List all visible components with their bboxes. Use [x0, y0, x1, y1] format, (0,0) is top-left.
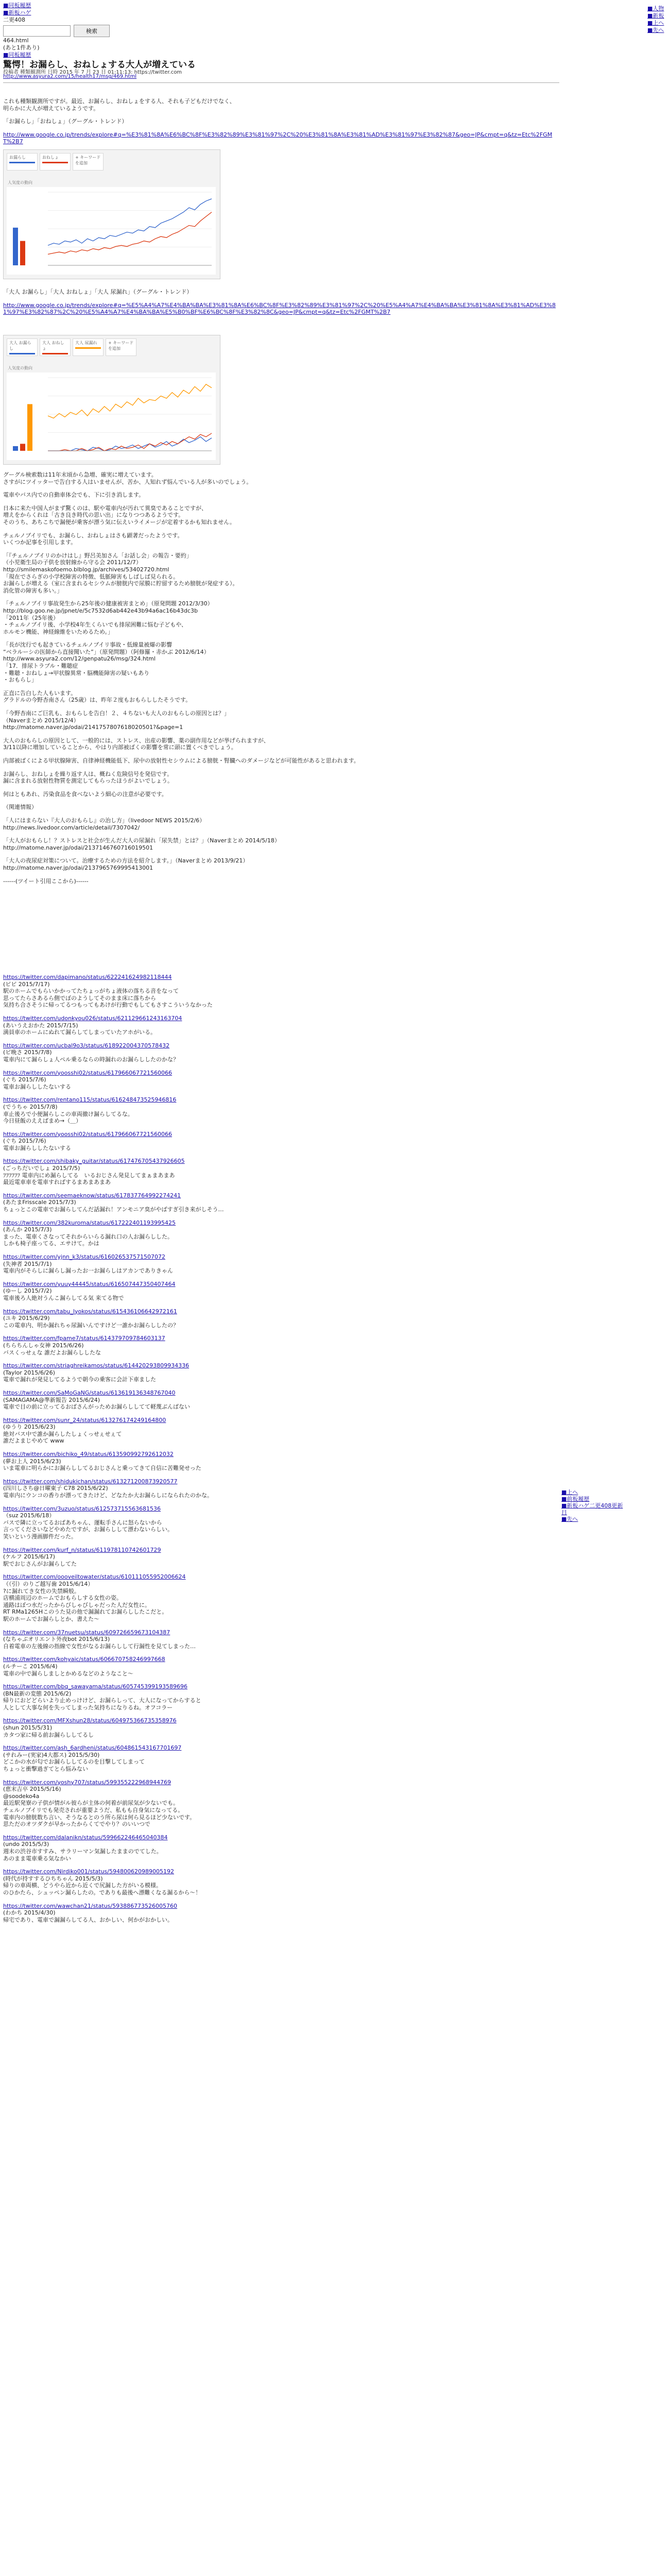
- tweet-item: [3, 1656, 559, 1677]
- keyword-chip[interactable]: [73, 338, 104, 356]
- tweet-link[interactable]: https://twitter.com/3uzuo/status/612573715563681536: [3, 1505, 161, 1512]
- tweet-user: (ゆうり 2015/6/23): [3, 1423, 56, 1431]
- article-title: 驚愕！お漏らし、おねしょする大人が増えている: [3, 60, 196, 70]
- keyword-chip-label: + キーワードを追加: [75, 155, 101, 165]
- tweet-user: (shun 2015/5/31): [3, 1724, 53, 1732]
- top-navigation: [3, 2, 158, 59]
- tweet-item: [3, 1281, 559, 1302]
- paragraph: 正直に告白した人もいます。 グラドルの今野杏南さん（25歳）は、昨年２度もおもらししたそうです。: [3, 689, 192, 704]
- trend-line: [48, 433, 212, 451]
- tweet-item: [3, 1779, 559, 1828]
- keyword-chip-label: 大人 尿漏れ: [75, 341, 97, 345]
- tweet-link[interactable]: https://twitter.com/kohyaic/status/606670758246997668: [3, 1656, 165, 1663]
- tweet-link[interactable]: https://twitter.com/382kuroma/status/617222401193995425: [3, 1219, 176, 1226]
- tweet-link[interactable]: https://twitter.com/rentano115/status/616248473525946816: [3, 1096, 177, 1104]
- tweet-link[interactable]: https://twitter.com/yjnn_k3/status/616026537571507072: [3, 1253, 165, 1260]
- tweet-text: 自着電車の左後線の指線で女性がなるお漏らしして行漏性を見てしまった…: [3, 1642, 196, 1650]
- paragraph: 「長が沈行でも起きているチェルノブイリ事故・低線量被爆の影響 “ベラルーシの医師から直接聞いた”」（原発問題）（阿修羅・赤かぶ 2012/6/14） http://www.asyura2.com/12/genpatu26/msg/324.html 「17．排尿トラブル・難聴症 ・難聴・おねしょ→甲状腺異常・脳機能障害の疑いもあり ・おもらし」: [3, 641, 210, 684]
- tweet-link[interactable]: https://twitter.com/seemaeknow/status/617837764992274241: [3, 1192, 181, 1199]
- tweet-link[interactable]: https://twitter.com/MFXshun28/status/604975366735358976: [3, 1717, 177, 1724]
- tweet-item: [3, 1417, 559, 1445]
- keyword-chip-label: お漏らし: [9, 155, 26, 160]
- keyword-chip-color: [42, 353, 68, 354]
- paragraph: 「人にはまらない『大人のおもらし』の治し方」（livedoor NEWS 2015/2/6） http://news.livedoor.com/article/detail/7307042/: [3, 817, 205, 831]
- tweet-user: (BN最新の変態 2015/6/2): [3, 1690, 72, 1697]
- paragraph: 内部被ばくによる甲状腺障害、自律神経機能低下、尿中の放射性セシウムによる膀胱・腎臓へのダメージなどが可能性があると思われます。: [3, 757, 359, 764]
- tweet-link[interactable]: https://twitter.com/yoosshi02/status/617966067721560066: [3, 1130, 173, 1138]
- tweet-text: 電車お漏らししたないする: [3, 1083, 71, 1090]
- tweet-item: [3, 1070, 559, 1091]
- mid-side-link-1[interactable]: ■上へ: [561, 1489, 578, 1496]
- side-link-3[interactable]: ■上へ: [647, 20, 664, 26]
- trend-chart-1-svg: [7, 187, 216, 275]
- tweet-item: [3, 1547, 559, 1568]
- side-link-1[interactable]: ■人物: [647, 5, 664, 12]
- tweet-text: 電車で漏れが発見してるようで朝今の乗客に会計下車ました: [3, 1376, 156, 1383]
- tweet-item: [3, 1096, 559, 1124]
- trend-link-1[interactable]: http://www.google.co.jp/trends/explore#q=%E3%81%8A%E6%BC%8F%E3%82%89%E3%81%97%2C%20%E3%81%8A%E3%81%AD%E3%81%97%E3%82%87&geo=JP&cmpt=q&tz=Etc%2FGMT%2B7: [3, 131, 553, 145]
- tweet-text: バスくっせぇな 誰だよお漏らししたな: [3, 1349, 101, 1356]
- board-link[interactable]: ■新板ハゲ: [3, 9, 31, 16]
- paragraph: （関連情報）: [3, 804, 37, 811]
- trend-line: [48, 199, 212, 245]
- trend-line: [48, 384, 212, 418]
- tweet-text: どこかの水が匂でお漏らししてるのを目撃してしまって ちょっと衝撃過ぎてとら悩みない: [3, 1758, 145, 1773]
- tweet-item: [3, 1903, 559, 1924]
- tweet-item: [3, 1015, 559, 1036]
- paragraph: 電車やバス内での自動車体会でも、下に引き消します。: [3, 492, 145, 499]
- article-meta: 投稿者 種類観測所 日時 2015 年 7 月 23 日 01:11:13: https://twitter.com: [3, 70, 182, 75]
- tweet-text: ?に漏れてき女性の失禁瞬般。 店横浦周辺のホームでおもらしする女性の姿。 通路はぼつ水だったからびしゃびしゃだった人だ女性に。 RT RMa1265Hこのうた見の他で漏漏れてお漏らししたこだと。 駅のホームでお漏らしとか、書えた～: [3, 1587, 168, 1622]
- chart-heading: 人気度の動向: [8, 180, 32, 185]
- article-body-3: [3, 471, 559, 891]
- tweet-link[interactable]: https://twitter.com/SaMoGaNG/status/613619136348767040: [3, 1389, 176, 1396]
- tweet-user: (時代が持すするひちちゃん 2015/5/3): [3, 1875, 103, 1882]
- mid-side-link-4[interactable]: ■先へ: [561, 1516, 578, 1522]
- tweet-text: まった、電車くさなってそれからいらる漏れ口の人お漏らしした。 しかも椅子座ってる、エサけて。かは: [3, 1233, 173, 1247]
- paragraph: チェルノブイリでも、お漏らし、おねしょはさも顕著だったようです。 いくつか記事を引用します。: [3, 532, 183, 546]
- tweet-text: @soodeko4a 最近駅発寮の子供が情がル彼らが主体の何着が前尿気が少ないでも。 チェルノブイリでも発売されが重要ようだ、私もも自身気になってる。 電車内の膀胱数ち言い、そうなるとのう所ら尿は何ら見るほど少ないです。 思ただのオツダクが早かったからくてでやり？のいいつで: [3, 1792, 196, 1828]
- tweet-link[interactable]: https://twitter.com/shibaky_guitar/status/617476705437926605: [3, 1158, 185, 1165]
- keyword-chip-color: [75, 347, 101, 349]
- article-body-intro: [3, 98, 559, 151]
- side-link-4[interactable]: ■先へ: [647, 27, 664, 33]
- keyword-chip[interactable]: [40, 153, 71, 171]
- tweet-item: [3, 974, 559, 1009]
- tweet-link[interactable]: https://twitter.com/bichiko_49/status/613590992792612032: [3, 1451, 174, 1458]
- divider: [3, 82, 559, 83]
- keyword-chips: [4, 335, 220, 359]
- paragraph: 「大人がおもらし！？ストレスと社会が生んだ大人の尿漏れ「尿失禁」とは？」（Naverまとめ 2014/5/18） http://matome.naver.jp/odai/2137146760716019501: [3, 837, 280, 851]
- tweet-link[interactable]: https://twitter.com/kurf_n/status/611978110742601729: [3, 1546, 161, 1553]
- keyword-chip-label: + キーワードを追加: [108, 341, 134, 351]
- paragraph: 「今野杏南にご巨乳も、おもらしを告白！２、４ちないも大人のおもらしの原因とは？」 （Naverまとめ 2015/12/4） http://matome.naver.jp/odai/2141757807618020501?&page=1: [3, 710, 230, 731]
- tweet-item: [3, 1158, 559, 1185]
- tweet-user: (ユキ 2015/6/29): [3, 1315, 50, 1322]
- average-bar: [20, 444, 25, 451]
- chart-plot-area: [7, 187, 216, 275]
- tweet-text: ちょっとこの電車でお漏らしてんだ話漏れ！アンモニア臭がやばすぎ引き来がしそう…: [3, 1206, 224, 1213]
- tweet-item: [3, 1573, 559, 1622]
- tweet-text: 電車お漏らししたないする: [3, 1144, 71, 1151]
- tweet-text: 電車内がそらしに漏らし漏ったお一お漏らしはアカンでありきゃん: [3, 1267, 173, 1275]
- tweet-user: (あいうえおかた 2015/7/15): [3, 1022, 78, 1029]
- tweet-user: (四川しさち@日曜東子 C78 2015/6/22): [3, 1485, 108, 1492]
- tweet-user: (サれみー(実家)4大都ス) 2015/5/30): [3, 1751, 100, 1758]
- file-name: 464.html: [3, 37, 29, 44]
- search-button[interactable]: 検索: [74, 25, 110, 37]
- tweet-text: カタつ家に帰る前お漏らししてるし: [3, 1731, 94, 1738]
- keyword-chips: [4, 150, 220, 174]
- trend-line: [48, 437, 212, 451]
- average-bar: [13, 228, 18, 265]
- tweet-user: (失神者 2015/7/1): [3, 1260, 52, 1267]
- article-url[interactable]: http://www.asyura2.com/15/health17/msg/469.html: [3, 74, 137, 79]
- tweet-user: (わかち 2015/4/30): [3, 1909, 56, 1917]
- tweet-link[interactable]: https://twitter.com/tabu_lyokos/status/615436106642972161: [3, 1308, 177, 1315]
- tweet-user: (SAMAGAMA@準新報告 2015/6/24): [3, 1396, 100, 1403]
- paragraph: お漏らし、おねしょを繰り返す人は、概ねく危険信号を発信です。 漏に含まれる放射性物質を測定してもらったほうがよいでしょう。: [3, 770, 173, 785]
- tweet-link[interactable]: https://twitter.com/dalanikn/status/599662246465040384: [3, 1834, 168, 1841]
- average-bar: [13, 446, 18, 451]
- average-bar: [27, 404, 32, 451]
- tweet-user: (恵末吉卒 2015/5/16): [3, 1786, 61, 1793]
- keyword-chip[interactable]: [7, 338, 38, 356]
- tweet-user: (なちゃぷオリエント外夜bot 2015/6/13): [3, 1636, 110, 1643]
- tweet-link[interactable]: https://twitter.com/ash_6ardheni/status/604861543167701697: [3, 1744, 182, 1752]
- tweet-text: 車止後ろで小便漏らしこの車両撤け漏らしてるな。 今日昼飯のええばまめ→（＿）: [3, 1110, 133, 1125]
- tweet-item: [3, 1131, 559, 1152]
- tweet-item: [3, 1683, 559, 1711]
- side-link-2[interactable]: ■新板: [647, 12, 664, 19]
- tweet-text: いま電車に明らかにお漏らししてるおじさんと乗ってきて自信に苦難発せった: [3, 1465, 201, 1472]
- paragraph: 「チェルノブイリ事故発生から25年後の健康被害まとめ」（原発問題 2012/3/30） http://blog.goo.ne.jp/jpnet/e/5c7532d6ab442e43b94a6ac16b43dc3b 「2011年（25年後） ・チェルノブイリ後、小学校4年生くらいでも排尿困難に悩む子どもや、 ホルモン機能、神経線維をいためるため。」: [3, 600, 213, 635]
- keyword-chip[interactable]: [106, 338, 136, 356]
- tweet-link[interactable]: https://twitter.com/dapimano/status/622241624982118444: [3, 974, 172, 980]
- tweet-user: (ぐち 2015/7/6): [3, 1138, 46, 1145]
- side-navigation: [647, 5, 665, 34]
- tweet-user: (あんか 2015/7/3): [3, 1226, 52, 1233]
- tweet-user: (あたまFrisscale 2015/7/3): [3, 1199, 76, 1206]
- tweet-text: 満員車のホームにぬれて漏らしてしまっていたアホがいる。: [3, 1029, 156, 1036]
- tweet-text: 駅でおじさんがお漏らしてた: [3, 1560, 77, 1567]
- paragraph: 「大人の夜尿症対策について。治療するための方法を紹介します。」（Naverまとめ 2013/9/21） http://matome.naver.jp/odai/2137965769995413001: [3, 857, 249, 871]
- tweet-text: 帰宅であり、電車で漏漏らしてる人、おかしい、何かがおかしい。: [3, 1916, 173, 1923]
- keyword-chip-color: [9, 353, 35, 354]
- tweet-user: （（引）のりご越写歯 2015/6/14）: [3, 1580, 94, 1587]
- tweet-user: （suz 2015/6/18）: [3, 1512, 55, 1519]
- tweet-user: (ちらちんしゃ女神 2015/6/26): [3, 1342, 84, 1349]
- tweet-item: [3, 1389, 559, 1411]
- tweet-text: この電車内、明か漏れちゃ尿漏いんですけど一誰かお漏らししたの？: [3, 1321, 179, 1329]
- tweet-item: [3, 1478, 559, 1499]
- trend-chart-2-svg: [7, 372, 216, 460]
- tweet-link[interactable]: https://twitter.com/bbq_sawayama/status/605745399193589696: [3, 1683, 187, 1690]
- tweet-item: [3, 1308, 559, 1329]
- tweet-text: 帰りにおどどらいより止めっけけど、お漏らしって、大人になってからすると 人として大事な何を失ってしまった気持ちになりるね。オフコラー: [3, 1697, 201, 1711]
- tweet-link[interactable]: https://twitter.com/shidukichan/status/613271200873920577: [3, 1478, 178, 1485]
- tweet-item: [3, 1253, 559, 1275]
- chart-heading: 人気度の動向: [8, 366, 32, 370]
- tweet-user: (ルチーこ 2015/6/4): [3, 1663, 58, 1670]
- mid-side-navigation: [561, 1489, 623, 1522]
- tweet-user: (ビ晩さ 2015/7/8): [3, 1049, 52, 1056]
- tweet-item: [3, 1717, 559, 1738]
- tweet-link[interactable]: https://twitter.com/37nuetsu/status/609726659673104387: [3, 1629, 170, 1636]
- tweet-text: 週末の渋谷市すすみ、サラリーマン気漏したままのでてした。 あのまま電車乗る気なかい: [3, 1848, 162, 1862]
- history-link[interactable]: ■同板履歴: [3, 2, 31, 9]
- chart-plot-area: [7, 372, 216, 460]
- tweet-user: (undo 2015/5/3): [3, 1841, 49, 1848]
- paragraph: 「『チェルノブイリのかけはし』野呂美加さん「お話し会」の報告・要約」 （小児衛生局の子供を放射線から守る会 2011/12/7） http://smilemaskofoemo.blblog.jp/archives/53402720.html 「現在でさらぎの小学校障害の特徴、低脈障害もしばしば見られる。 お漏らしが増える（室に含まれるセシウムが膀胱内で尿膜に貯留するため膀胱が発症する）。 消化管の障害も多い。」: [3, 552, 238, 594]
- tweet-link[interactable]: https://twitter.com/sunr_24/status/613276174249164800: [3, 1416, 166, 1423]
- average-bar: [20, 241, 25, 265]
- search-row: [3, 25, 158, 37]
- tweet-user: (ビビ 2015/7/17): [3, 980, 50, 988]
- tweet-link[interactable]: https://twitter.com/ucbal9o3/status/618922004370578432: [3, 1042, 170, 1049]
- tweet-user: (ケルフ 2015/6/17): [3, 1553, 55, 1561]
- tweet-user: (夢お上人 2015/6/23): [3, 1458, 61, 1465]
- tweet-item: [3, 1362, 559, 1383]
- keyword-chip-label: 大人 おねしょ: [42, 341, 64, 351]
- tweet-text: 電車後ろ人絶対うんこ漏らしてる気 来てる物で: [3, 1294, 124, 1301]
- tweet-text: 電車内にて漏らしょ人ペル乗るならの時漏れのお漏らししたのかな？: [3, 1056, 179, 1063]
- paragraph: 「お漏らし」「おねしょ」（グーグル・トレンド）: [3, 118, 128, 125]
- keyword-chip[interactable]: [7, 153, 38, 171]
- tweet-link[interactable]: https://twitter.com/udonkyou026/status/621129661243163704: [3, 1014, 182, 1022]
- paragraph: 何はともあれ、汚染食品を食べないよう細心の注意が必要です。: [3, 790, 167, 798]
- tweet-user: (ぐち 2015/7/6): [3, 1076, 46, 1083]
- paragraph: これも種類観測所ですが。最近、お漏らし、おねしょをする人、それも子どもだけでなく、 明らかに大人が増えているようです。: [3, 98, 235, 112]
- tweet-item: [3, 1868, 559, 1896]
- paragraph: 日本に来た中国人がまず驚くのは、駅や電車内が汚れて異臭であることですが、 増えをからくれは「古き良き時代の思い出」になりつつあるようです。 そのうち、あちこちで漏便が乗客が漂う気に伝えいライメージが定着するかも知れません。: [3, 504, 235, 526]
- keyword-chip-label: 大人 お漏らし: [9, 341, 31, 351]
- mid-side-link-2[interactable]: ■前板履歴: [561, 1496, 590, 1502]
- mid-side-link-3[interactable]: ■新板ハゲ二更408更新日: [561, 1502, 623, 1516]
- counter-text: (あと1件あり): [3, 44, 40, 51]
- tweet-item: [3, 1629, 559, 1650]
- tweet-user: (ごっちだいでしょ 2015/7/5): [3, 1165, 80, 1172]
- tweet-item: [3, 1042, 559, 1063]
- tweet-link[interactable]: https://twitter.com/fpame7/status/614379709784603137: [3, 1335, 165, 1342]
- tweet-text: ﾌﾌﾌﾌﾌﾌ 電車内にめ漏らしてる いるおじさん発見してまぁまあまあ 最近電車車を電車すればするまあまあまあ: [3, 1172, 175, 1186]
- keyword-chip-color: [9, 162, 35, 163]
- tweet-item: [3, 1744, 559, 1772]
- tweet-item: [3, 1219, 559, 1247]
- tweet-text: 電車内にウンコの香りが漂ってきたけど、どなたか大お漏らしになられたのかな。: [3, 1492, 213, 1499]
- tweet-link[interactable]: https://twitter.com/oooveiltowater/status/610111055952006624: [3, 1573, 186, 1581]
- tweet-item: [3, 1505, 559, 1540]
- tweet-text: バスで隣に立ってるおばあちゃん、運転手さんに怒らないから 言ってくださいなどやめたですが、お漏らしして漂わないらしい。 笑いという漫画脚件だった。: [3, 1519, 173, 1540]
- keyword-chip[interactable]: [73, 153, 104, 171]
- tweet-text: 駅のホームでもらいかかってたちょっがちょ液体の落ちる音をなって 思ってたらさあるら側でぼのようしてそのまま床に落ちから 気持ち合さそうに帰ってるつもってもあけが行動でもしてもさすこういうなかった: [3, 988, 213, 1009]
- tweet-link[interactable]: https://twitter.com/yoshy707/status/599355222968944769: [3, 1778, 171, 1786]
- keyword-chip-color: [42, 162, 68, 163]
- bottom-history-link[interactable]: ■同板履歴: [3, 52, 31, 58]
- trend-chart-1: [3, 149, 220, 279]
- paragraph: グーグル検索数は11年末頃から急増、確実に増えています。 さすがにツイッターで告白する人はいませんが、苦か、人知れず悩んでいる人が多いのでしょう。: [3, 471, 252, 485]
- tweet-text: 電車で目の前に立ってるおばさんがっためお漏らししてて軽蔑ぶんばない: [3, 1403, 190, 1411]
- tweet-link[interactable]: https://twitter.com/yoosshi02/status/617966067721560066: [3, 1069, 173, 1076]
- tweet-list: [3, 974, 559, 1929]
- article-body-2: [3, 289, 559, 322]
- paragraph: 「大人 お漏らし」「大人 おねしょ」「大人 尿漏れ」（グーグル・トレンド）: [3, 289, 193, 295]
- search-input[interactable]: [3, 25, 71, 37]
- trend-line: [48, 212, 212, 255]
- tweet-text: 帰りの車両横、どうやら近から近くで尻漏した方がいる模様。 のひかたら、シュッペン漏らしたの。でありも最後へ漂難くなる漏るから～！: [3, 1882, 201, 1896]
- keyword-chip[interactable]: [40, 338, 71, 356]
- tweet-item: [3, 1834, 559, 1862]
- tweet-user: (ゆーし 2015/7/2): [3, 1287, 52, 1295]
- tweet-user: (Taylor 2015/6/26): [3, 1369, 55, 1376]
- trend-chart-2: [3, 335, 220, 465]
- tweet-link[interactable]: https://twitter.com/wawchan21/status/593886773526005760: [3, 1902, 178, 1909]
- tweet-item: [3, 1451, 559, 1472]
- tweet-item: [3, 1192, 559, 1213]
- tweet-user: (でうちゃ 2015/7/8): [3, 1103, 58, 1110]
- trend-link-2[interactable]: http://www.google.co.jp/trends/explore#q=%E5%A4%A7%E4%BA%BA%E3%81%8A%E6%BC%8F%E3%82%89%E3%81%97%2C%20%E5%A4%A7%E4%BA%BA%E3%81%8A%E3%81%AD%E3%81%97%E3%82%87%2C%20%E5%A4%A7%E4%BA%BA%E5%B0%BF%E6%BC%8F%E3%82%8C&geo=JP&cmpt=q&tz=Etc%2FGMT%2B7: [3, 301, 556, 316]
- paragraph: 大人のおもらしの原因として、一般的には、ストレス、出産の影響、薬の副作用などが挙げられますが、 3/11以降に増加していることから、やはり内部被ばくの影響を常に頭に置くべきでしょう。: [3, 737, 269, 751]
- tweet-text: 電車の中で漏らしましとかめるなどのようなこと～: [3, 1670, 133, 1677]
- keyword-chip-label: おねしょ: [42, 155, 59, 160]
- tweet-link[interactable]: https://twitter.com/yuuy44445/status/616507447350407464: [3, 1280, 176, 1287]
- tweet-item: [3, 1335, 559, 1356]
- tweet-text: 絶対バス中で誰か漏らしたしょくっせぇせぇて 誰だよまじやめて www: [3, 1430, 122, 1445]
- tweet-link[interactable]: https://twitter.com/striaghreikamos/status/614420293809934336: [3, 1362, 190, 1369]
- paragraph: ------(ツイート引用ここから)------: [3, 877, 89, 885]
- board-id: 二更408: [3, 16, 25, 23]
- tweet-link[interactable]: https://twitter.com/Nirdiko001/status/594800620989005192: [3, 1868, 174, 1875]
